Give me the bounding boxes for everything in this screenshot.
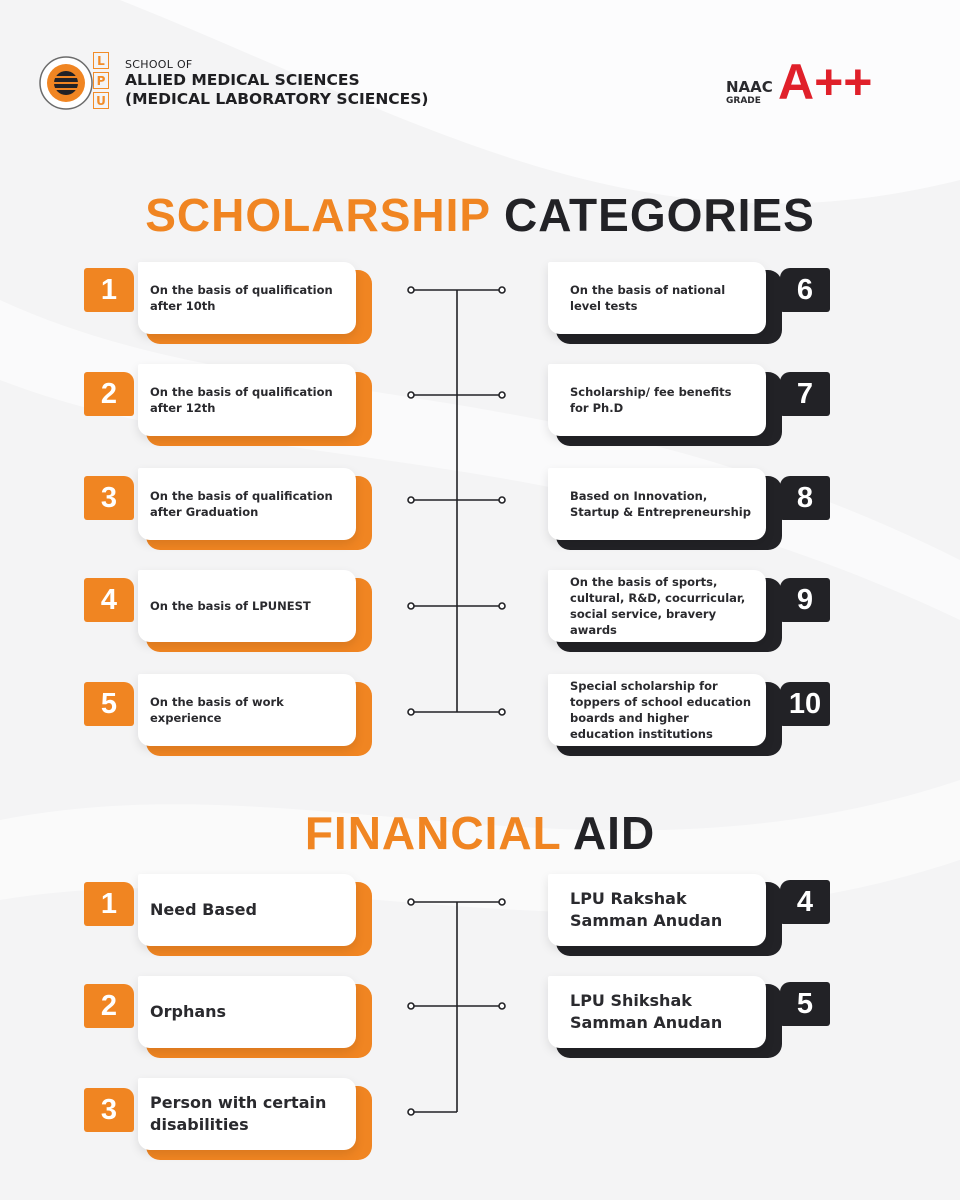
scholarship-number-7: 7: [780, 372, 830, 416]
financial-card-4: [548, 874, 778, 954]
financial-number-3: 3: [84, 1088, 134, 1132]
scholarship-card-4: [138, 570, 368, 650]
scholarship-card-8: [548, 468, 778, 548]
scholarship-card-5-text: On the basis of work experience: [138, 674, 356, 746]
naac-grade-mark: A++: [778, 54, 873, 110]
financial-aid-title-orange: FINANCIAL: [304, 807, 561, 859]
financial-number-1: 1: [84, 882, 134, 926]
scholarship-card-10-text: Special scholarship for toppers of school education boards and higher education institutions: [548, 674, 766, 746]
financial-aid-title: [0, 806, 960, 860]
scholarship-card-8-text: Based on Innovation, Startup & Entrepreneurship: [548, 468, 766, 540]
naac-word: NAAC: [726, 78, 773, 96]
scholarship-card-10: [548, 674, 778, 754]
scholarship-card-1-text: On the basis of qualification after 10th: [138, 262, 356, 334]
financial-number-2: 2: [84, 984, 134, 1028]
school-line-1: ALLIED MEDICAL SCIENCES: [125, 71, 360, 89]
scholarship-card-7-text: Scholarship/ fee benefits for Ph.D: [548, 364, 766, 436]
scholarship-card-9: [548, 570, 778, 650]
scholarship-card-6: [548, 262, 778, 342]
scholarship-number-4: 4: [84, 578, 134, 622]
scholarship-card-2: [138, 364, 368, 444]
financial-aid-title-dark: AID: [572, 807, 656, 859]
scholarship-card-1: [138, 262, 368, 342]
financial-number-5: 5: [780, 982, 830, 1026]
scholarship-number-8: 8: [780, 476, 830, 520]
scholarship-card-5: [138, 674, 368, 754]
scholarship-number-5: 5: [84, 682, 134, 726]
scholarship-number-2: 2: [84, 372, 134, 416]
scholarship-title-dark: CATEGORIES: [504, 189, 815, 241]
financial-card-2-text: Orphans: [138, 976, 356, 1048]
financial-card-3: [138, 1078, 368, 1158]
scholarship-card-2-text: On the basis of qualification after 12th: [138, 364, 356, 436]
logo-letter-l: L: [93, 52, 109, 69]
financial-card-4-text: LPU Rakshak Samman Anudan: [548, 874, 766, 946]
scholarship-card-7: [548, 364, 778, 444]
naac-grade-label: GRADE: [726, 96, 761, 106]
logo-letter-p: P: [93, 72, 109, 89]
financial-number-4: 4: [780, 880, 830, 924]
scholarship-card-3-text: On the basis of qualification after Graduation: [138, 468, 356, 540]
scholarship-card-9-text: On the basis of sports, cultural, R&D, cocurricular, social service, bravery awards: [548, 570, 766, 642]
scholarship-number-1: 1: [84, 268, 134, 312]
financial-card-1: [138, 874, 368, 954]
scholarship-number-10: 10: [780, 682, 830, 726]
financial-card-2: [138, 976, 368, 1056]
scholarship-number-6: 6: [780, 268, 830, 312]
school-line-2: (MEDICAL LABORATORY SCIENCES): [125, 90, 429, 108]
financial-card-5: [548, 976, 778, 1056]
scholarship-title-orange: SCHOLARSHIP: [145, 189, 491, 241]
financial-card-3-text: Person with certain disabilities: [138, 1078, 356, 1150]
scholarship-number-3: 3: [84, 476, 134, 520]
scholarship-number-9: 9: [780, 578, 830, 622]
logo-letter-u: U: [93, 92, 109, 109]
scholarship-card-3: [138, 468, 368, 548]
scholarship-card-6-text: On the basis of national level tests: [548, 262, 766, 334]
scholarship-card-4-text: On the basis of LPUNEST: [138, 570, 356, 642]
school-of-label: SCHOOL OF: [125, 58, 193, 71]
financial-card-5-text: LPU Shikshak Samman Anudan: [548, 976, 766, 1048]
financial-card-1-text: Need Based: [138, 874, 356, 946]
